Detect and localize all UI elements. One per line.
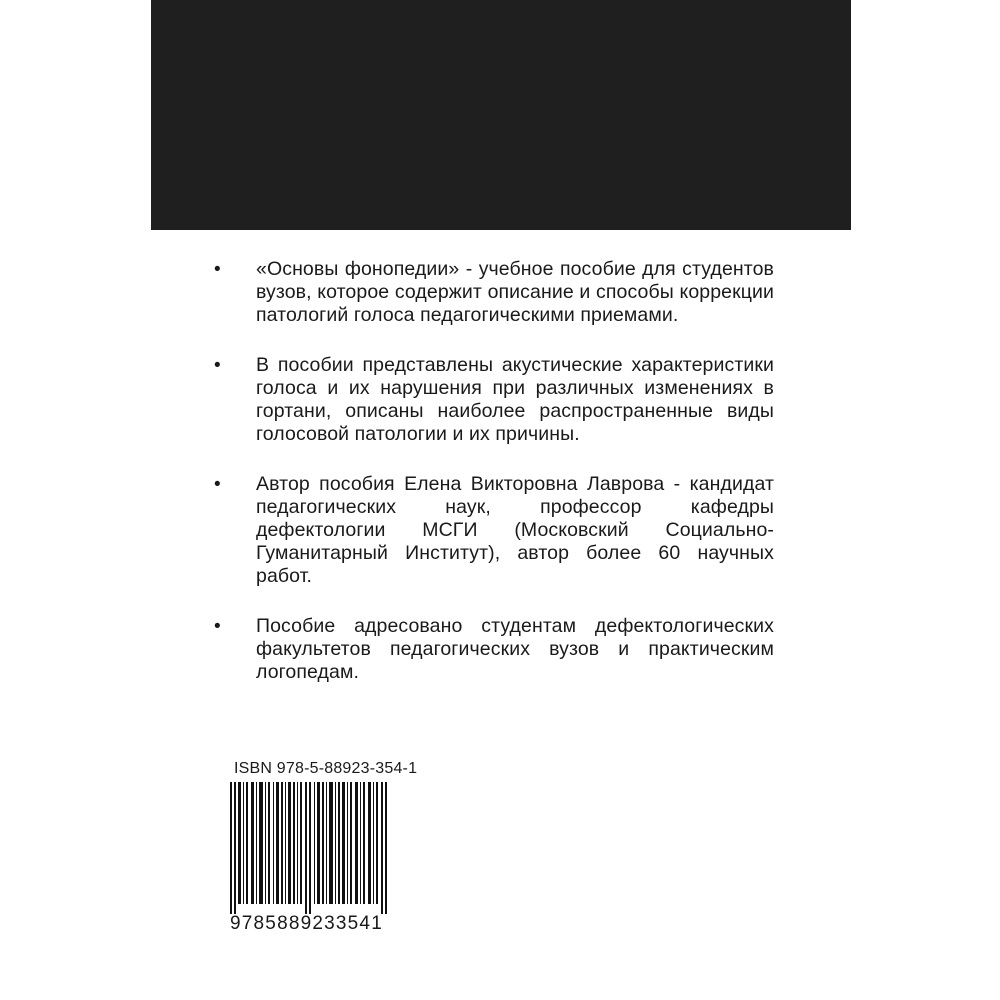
description-item [214,354,774,446]
description-text: «Основы фонопедии» - учебное пособие для студентов вузов, которое содержит описание и способы коррекции патологий голоса педагогическими приемами. [256,258,774,326]
bullet-marker: • [214,616,221,637]
barcode-icon [226,782,392,914]
bullet-marker: • [214,355,221,376]
description-item [214,258,774,327]
description-item [214,473,774,588]
description-item [214,615,774,684]
bullet-marker: • [214,474,221,495]
description-list [214,258,774,711]
barcode-digits: 9785889233541 [230,913,383,934]
description-text: В пособии представлены акустические характеристики голоса и их нарушения при различных изменениях в гортани, описаны наиболее распространенные виды голосовой патологии и их причины. [256,354,774,445]
description-text: Пособие адресовано студентам дефектологических факультетов педагогических вузов и практическим логопедам. [256,615,774,683]
isbn-block [226,760,418,940]
isbn-label: ISBN 978-5-88923-354-1 [234,760,418,777]
bullet-marker: • [214,259,221,280]
dark-top-panel [151,0,851,230]
description-text: Автор пособия Елена Викторовна Лаврова - кандидат педагогических наук, профессор кафедры дефектологии МСГИ (Московский Социально-Гуманитарный Институт), автор более 60 научных работ. [256,473,774,587]
